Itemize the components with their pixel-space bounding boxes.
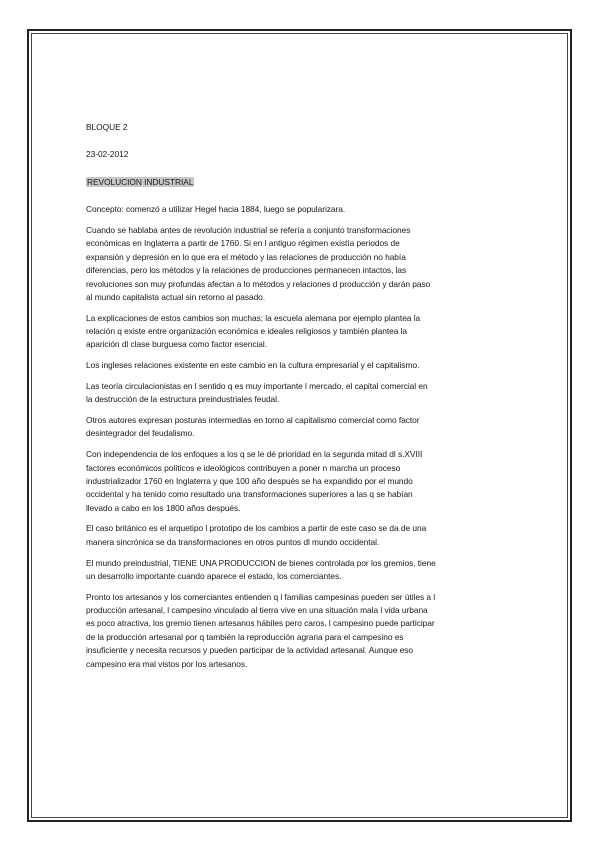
document-date: 23-02-2012 <box>86 149 129 160</box>
paragraph-line: manera sincrónica se da transformaciones en otros puntos dl mundo occidental. <box>86 536 380 547</box>
paragraph-line: industrializador 1760 en Inglaterra y que 100 año después se ha expandido por el mundo <box>86 475 413 486</box>
paragraph-line: Las teoría circulacionistas en l sentido q es muy importante l mercado, el capital comercial en <box>86 380 428 391</box>
paragraph-line: al mundo capitalista actual sin retorno al pasado. <box>86 291 266 302</box>
paragraph-line: diferencias, pero los métodos y la relaciones de producciones permanecen intactos, las <box>86 265 407 276</box>
paragraph-line: desintegrador del feudalismo. <box>86 428 195 439</box>
paragraph-line: aparición dl clase burguesa como factor esencial. <box>86 339 267 350</box>
paragraph <box>86 414 518 441</box>
paragraph <box>86 312 518 352</box>
paragraph-line: El mundo preindustrial, TIENE UNA PRODUCCION de bienes controlada por los gremios, tiene <box>86 557 436 568</box>
document-body <box>86 121 518 678</box>
paragraph-line: Con independencia de los enfoques a los q se le dé prioridad en la segunda mitad dl s.XVIII <box>86 449 423 460</box>
paragraph-line: El caso británico es el arquetipo l prototipo de los cambios a partir de este caso se da de una <box>86 523 427 534</box>
paragraph-line: producción artesanal, l campesino vinculado al tierra vive en una situación mala l vida urbana <box>86 605 428 616</box>
paragraph <box>86 522 518 549</box>
paragraph <box>86 557 518 584</box>
paragraph-list <box>86 203 518 671</box>
paragraph-line: occidental y ha tenido como resultado una transformaciones superiores a las q se habían <box>86 489 413 500</box>
section-heading-text[interactable]: REVOLUCION INDUSTRIAL <box>87 176 194 187</box>
paragraph-line: Los ingleses relaciones existente en este cambio en la cultura empresarial y el capitalismo. <box>86 360 420 371</box>
paragraph-line: Concepto: comenzó a utilizar Hegel hacia 1884, luego se popularizara. <box>86 204 346 215</box>
paragraph-line: Cuando se hablaba antes de revolución industrial se refería a conjunto transformaciones <box>86 224 411 235</box>
paragraph-line: revoluciones son muy profundas afectan a lo métodos y relaciones d producción y darán paso <box>86 278 431 289</box>
paragraph-line: llevado a cabo en los 1800 años después. <box>86 502 241 513</box>
paragraph-line: insuficiente y necesita recursos y pueden participar de la actividad artesanal. Aunque eso <box>86 645 413 656</box>
paragraph-line: La explicaciones de estos cambios son muchas; la escuela alemana por ejemplo plantea la <box>86 312 421 323</box>
paragraph-line: de la producción artesanal por q también la reproducción agraria para el campesino es <box>86 631 404 642</box>
paragraph <box>86 448 518 515</box>
paragraph <box>86 203 518 216</box>
block-label: BLOQUE 2 <box>86 122 128 132</box>
paragraph <box>86 224 518 304</box>
paragraph-line: es poco atractiva, los gremio tienen artesanos hábiles pero caros, l campesino puede participar <box>86 618 435 629</box>
paragraph-line: relación q existe entre organización económica e ideales religiosos y también plantea la <box>86 326 408 337</box>
paragraph-line: Otros autores expresan posturas intermedias en torno al capitalismo comercial como factor <box>86 414 420 425</box>
paragraph-line: campesino era mal vistos por los artesanos. <box>86 658 248 669</box>
paragraph-line: factores económicos políticos e ideológicos contribuyen a poner n marcha un proceso <box>86 462 401 473</box>
paragraph <box>86 591 518 671</box>
section-heading <box>86 176 518 189</box>
paragraph-line: económicas en Inglaterra a partir de 1760. Si en l antiguo régimen existía periodos de <box>86 238 400 249</box>
paragraph-line: un desarrollo importante cuando aparece el estado, los comerciantes. <box>86 570 342 581</box>
paragraph-line: la destrucción de la estructura preindustriales feudal. <box>86 394 280 405</box>
paragraph <box>86 380 518 407</box>
paragraph <box>86 359 518 372</box>
paragraph-line: Pronto los artesanos y los comerciantes entienden q l familias campesinas pueden ser útiles a l <box>86 591 436 602</box>
paragraph-line: expansión y depresión en lo que era el método y las relaciones de producción no había <box>86 251 406 262</box>
